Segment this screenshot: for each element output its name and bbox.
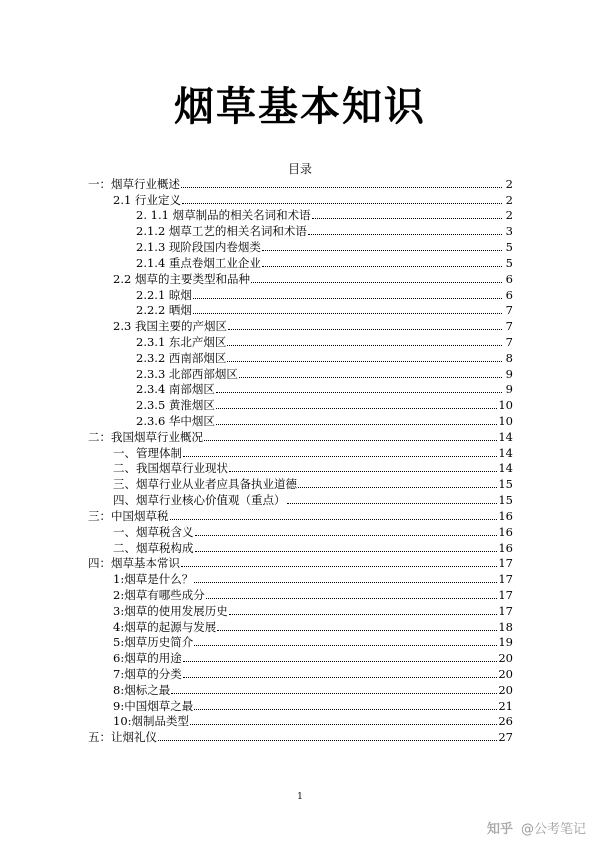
toc-leader-dots (195, 535, 498, 536)
toc-entry-page: 10 (498, 398, 513, 413)
toc-entry[interactable] (88, 444, 513, 460)
toc-entry[interactable] (88, 222, 513, 238)
toc-entry-page: 14 (498, 429, 513, 444)
toc-entry-title: 2. 1.1 烟草制品的相关名词和术语 (136, 208, 311, 223)
toc-entry[interactable] (88, 333, 513, 349)
toc-leader-dots (183, 677, 498, 678)
toc-entry[interactable] (88, 428, 513, 444)
toc-entry-title: 1:烟草是什么？ (113, 572, 194, 587)
toc-entry-title: 2.1 行业定义 (113, 192, 181, 207)
toc-leader-dots (216, 424, 497, 425)
toc-leader-dots (181, 187, 502, 188)
toc-entry[interactable] (88, 634, 513, 650)
toc-entry[interactable] (88, 602, 513, 618)
toc-entry-title: 四、烟草行业核心价值观（重点） (113, 493, 286, 508)
toc-entry-title: 2.2 烟草的主要类型和品种 (113, 271, 250, 286)
toc-entry-page: 2 (505, 208, 513, 223)
toc-entry[interactable] (88, 175, 513, 191)
toc-leader-dots (206, 598, 498, 599)
toc-entry[interactable] (88, 460, 513, 476)
toc-entry-page: 16 (498, 540, 513, 555)
toc-entry[interactable] (88, 618, 513, 634)
toc-entry[interactable] (88, 570, 513, 586)
toc-entry[interactable] (88, 507, 513, 523)
toc-entry-page: 9 (505, 382, 513, 397)
toc-entry-title: 2.3.3 北部西部烟区 (136, 366, 238, 381)
toc-entry-title: 2.2.2 晒烟 (136, 303, 192, 318)
toc-entry[interactable] (88, 412, 513, 428)
toc-entry-title: 2.3 我国主要的产烟区 (113, 319, 227, 334)
toc-entry[interactable] (88, 207, 513, 223)
toc-heading: 目录 (287, 162, 312, 176)
toc-entry-title: 三、烟草行业从业者应具备执业道德 (113, 477, 297, 492)
toc-entry-page: 20 (498, 651, 513, 666)
table-of-contents (88, 175, 513, 744)
toc-leader-dots (190, 724, 497, 725)
toc-entry-title: 二：我国烟草行业概况 (88, 429, 203, 444)
toc-leader-dots (194, 582, 497, 583)
toc-entry-title: 2.3.4 南部烟区 (136, 382, 215, 397)
toc-entry[interactable] (88, 665, 513, 681)
toc-leader-dots (217, 630, 497, 631)
toc-entry[interactable] (88, 728, 513, 744)
toc-entry[interactable] (88, 396, 513, 412)
toc-leader-dots (229, 614, 498, 615)
toc-entry-title: 二、我国烟草行业现状 (113, 461, 228, 476)
toc-entry-title: 8:烟标之最 (113, 682, 171, 697)
toc-leader-dots (194, 709, 497, 710)
toc-entry-page: 14 (498, 445, 513, 460)
toc-entry-title: 2:烟草有哪些成分 (113, 587, 205, 602)
watermark-brand: 知乎 (486, 822, 513, 837)
page-number: 1 (297, 792, 303, 802)
toc-entry-title: 二、烟草税构成 (113, 540, 194, 555)
toc-entry-title: 一：烟草行业概述 (88, 176, 180, 191)
toc-leader-dots (298, 487, 497, 488)
toc-leader-dots (229, 471, 497, 472)
toc-entry[interactable] (88, 475, 513, 491)
toc-entry-title: 三：中国烟草税 (88, 508, 169, 523)
toc-entry-page: 3 (505, 224, 513, 239)
toc-entry[interactable] (88, 238, 513, 254)
toc-leader-dots (170, 519, 498, 520)
toc-entry-page: 21 (498, 698, 513, 713)
toc-entry-page: 18 (498, 619, 513, 634)
toc-entry-page: 16 (498, 524, 513, 539)
watermark-author: @公考笔记 (520, 822, 586, 837)
toc-entry-title: 五：让烟礼仪 (88, 730, 157, 745)
toc-entry-page: 17 (498, 556, 513, 571)
toc-entry-title: 一、烟草税含义 (113, 524, 194, 539)
toc-entry-page: 17 (498, 587, 513, 602)
toc-leader-dots (227, 361, 502, 362)
toc-entry-page: 20 (498, 682, 513, 697)
toc-entry-page: 8 (505, 350, 513, 365)
toc-leader-dots (193, 298, 502, 299)
toc-entry-page: 6 (505, 287, 513, 302)
toc-leader-dots (228, 329, 502, 330)
toc-entry-title: 3:烟草的使用发展历史 (113, 603, 228, 618)
toc-leader-dots (183, 661, 498, 662)
toc-entry-page: 26 (498, 714, 513, 729)
toc-leader-dots (239, 377, 502, 378)
toc-entry[interactable] (88, 681, 513, 697)
toc-entry-title: 2.1.4 重点卷烟工业企业 (136, 255, 261, 270)
toc-entry-page: 14 (498, 461, 513, 476)
toc-leader-dots (227, 345, 502, 346)
toc-entry-title: 9:中国烟草之最 (113, 698, 194, 713)
toc-entry-page: 7 (505, 334, 513, 349)
toc-entry[interactable] (88, 697, 513, 713)
toc-leader-dots (171, 693, 497, 694)
toc-entry-title: 2.3.2 西南部烟区 (136, 350, 227, 365)
toc-entry[interactable] (88, 317, 513, 333)
toc-entry[interactable] (88, 523, 513, 539)
toc-entry-page: 27 (498, 730, 513, 745)
toc-entry-page: 5 (505, 255, 513, 270)
toc-leader-dots (216, 408, 497, 409)
toc-leader-dots (216, 392, 502, 393)
toc-leader-dots (182, 203, 502, 204)
toc-leader-dots (308, 234, 502, 235)
toc-entry-title: 4:烟草的起源与发展 (113, 619, 217, 634)
toc-leader-dots (262, 266, 502, 267)
toc-entry[interactable] (88, 586, 513, 602)
toc-leader-dots (195, 551, 498, 552)
toc-entry-title: 2.1.2 烟草工艺的相关名词和术语 (136, 224, 307, 239)
toc-entry-page: 6 (505, 271, 513, 286)
toc-entry-page: 7 (505, 303, 513, 318)
toc-leader-dots (262, 250, 502, 251)
toc-entry[interactable] (88, 302, 513, 318)
toc-entry[interactable] (88, 254, 513, 270)
toc-entry[interactable] (88, 491, 513, 507)
toc-entry[interactable] (88, 349, 513, 365)
toc-entry-page: 2 (505, 176, 513, 191)
toc-leader-dots (183, 456, 497, 457)
toc-leader-dots (181, 566, 497, 567)
toc-leader-dots (158, 740, 497, 741)
toc-entry-title: 2.3.1 东北产烟区 (136, 334, 227, 349)
toc-entry-page: 15 (498, 477, 513, 492)
toc-entry-page: 15 (498, 493, 513, 508)
document-title: 烟草基本知识 (174, 83, 426, 130)
watermark (487, 818, 586, 837)
toc-entry[interactable] (88, 539, 513, 555)
toc-entry[interactable] (88, 713, 513, 729)
toc-entry-page: 7 (505, 319, 513, 334)
toc-entry-page: 9 (505, 366, 513, 381)
toc-entry-page: 19 (498, 635, 513, 650)
toc-entry[interactable] (88, 555, 513, 571)
toc-leader-dots (287, 503, 498, 504)
toc-leader-dots (251, 282, 502, 283)
toc-entry-page: 17 (498, 572, 513, 587)
toc-entry[interactable] (88, 270, 513, 286)
toc-entry-title: 四：烟草基本常识 (88, 556, 180, 571)
toc-entry-title: 2.1.3 现阶段国内卷烟类 (136, 240, 261, 255)
toc-entry-page: 10 (498, 414, 513, 428)
toc-leader-dots (194, 645, 497, 646)
toc-entry[interactable] (88, 365, 513, 381)
toc-entry-title: 5:烟草历史简介 (113, 635, 194, 650)
toc-entry-title: 10:烟制品类型 (113, 714, 190, 729)
toc-entry[interactable] (88, 649, 513, 665)
toc-entry-title: 2.3.5 黄淮烟区 (136, 398, 215, 413)
toc-leader-dots (312, 218, 502, 219)
toc-entry-page: 5 (505, 240, 513, 255)
toc-entry[interactable] (88, 286, 513, 302)
toc-leader-dots (193, 313, 502, 314)
toc-entry-title: 2.3.6 华中烟区 (136, 414, 215, 428)
toc-entry-page: 16 (498, 508, 513, 523)
toc-entry-title: 2.2.1 晾烟 (136, 287, 192, 302)
toc-entry-page: 2 (505, 192, 513, 207)
toc-entry-page: 20 (498, 667, 513, 681)
toc-entry[interactable] (88, 381, 513, 397)
toc-entry-page: 17 (498, 603, 513, 618)
toc-entry-title: 6:烟草的用途 (113, 651, 182, 666)
toc-entry[interactable] (88, 191, 513, 207)
toc-leader-dots (204, 440, 497, 441)
toc-entry-title: 一、管理体制 (113, 445, 182, 460)
toc-entry-title: 7:烟草的分类 (113, 667, 182, 681)
